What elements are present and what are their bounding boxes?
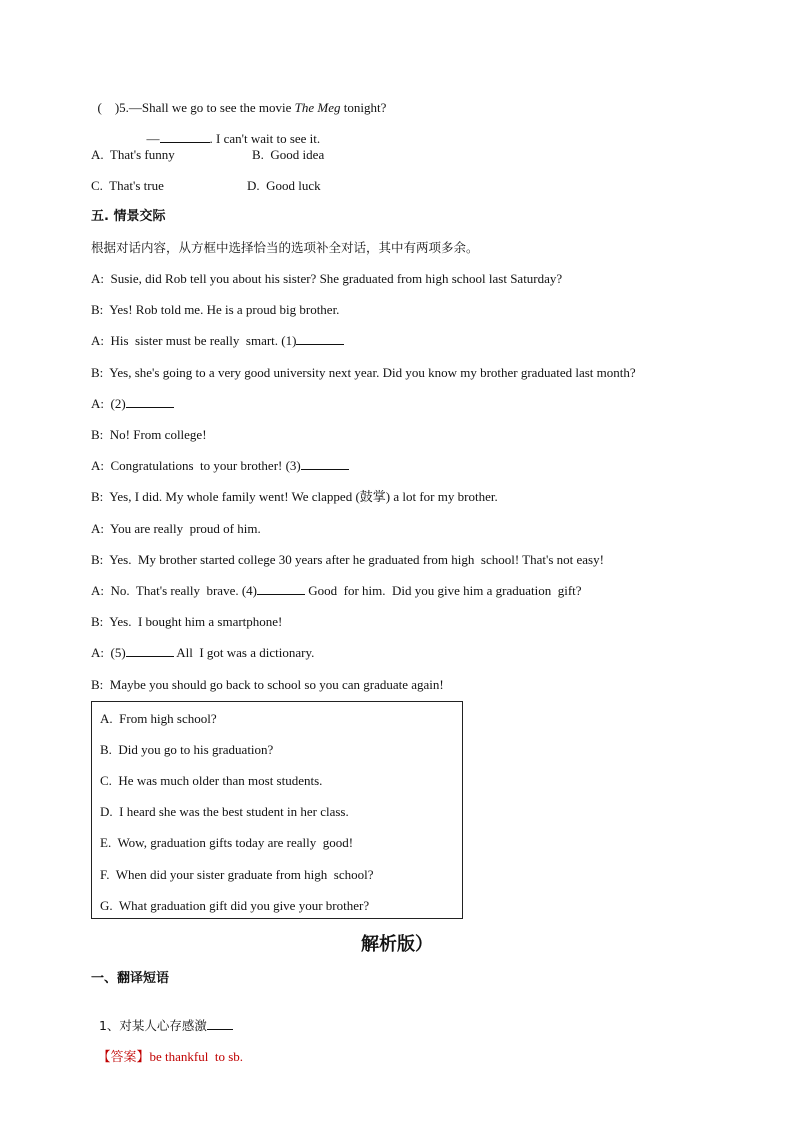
option-d[interactable]: D. Good luck bbox=[247, 178, 321, 193]
answer-section-title: 解析版） bbox=[361, 934, 433, 955]
dialogue-text: B: Maybe you should go back to school so you can graduate again! bbox=[91, 677, 444, 692]
question-5-reply bbox=[140, 115, 320, 147]
dialogue-text-after: Good for him. Did you give him a graduation gift? bbox=[305, 583, 582, 598]
dialogue-text: A: You are really proud of him. bbox=[91, 521, 261, 536]
dialogue-text-after: All I got was a dictionary. bbox=[173, 645, 315, 660]
dialogue-text: A: (5) bbox=[91, 645, 126, 660]
answer-section-heading: 一、翻译短语 bbox=[91, 971, 170, 986]
dialogue-line bbox=[91, 333, 344, 349]
option-b[interactable]: B. Good idea bbox=[252, 147, 325, 162]
dialogue-text: B: Yes, I did. My whole family went! We clapped (鼓掌) a lot for my brother. bbox=[91, 489, 498, 504]
dialogue-line bbox=[91, 396, 174, 412]
section-heading: 五. 情景交际 bbox=[91, 209, 166, 224]
choice-a[interactable]: A. From high school? bbox=[100, 711, 217, 726]
dialogue-text: A: Susie, did Rob tell you about his sister? She graduated from high school last Saturday? bbox=[91, 271, 563, 286]
choice-d[interactable]: D. I heard she was the best student in her class. bbox=[100, 804, 349, 819]
dialogue-text: A: Congratulations to your brother! (3) bbox=[91, 458, 301, 473]
reply-text: . I can't wait to see it. bbox=[209, 131, 321, 146]
choice-c[interactable]: C. He was much older than most students. bbox=[100, 773, 323, 788]
dialogue-line bbox=[91, 302, 339, 318]
dialogue-text: B: Yes. I bought him a smartphone! bbox=[91, 614, 283, 629]
question-5-stem bbox=[91, 84, 386, 116]
dialogue-line bbox=[91, 365, 636, 381]
answer-blank[interactable] bbox=[257, 583, 305, 595]
question-1 bbox=[91, 1002, 233, 1034]
dialogue-text: B: Yes. My brother started college 30 years after he graduated from high school! That's not easy! bbox=[91, 552, 604, 567]
reply-dash: — bbox=[146, 131, 160, 146]
question-5-text-end: tonight? bbox=[340, 100, 387, 115]
dialogue-line bbox=[91, 614, 282, 630]
choices-box bbox=[91, 701, 463, 919]
dialogue-line bbox=[91, 427, 207, 443]
answer-text: be thankful to sb. bbox=[149, 1049, 244, 1064]
dialogue-line bbox=[91, 458, 349, 474]
choice-f[interactable]: F. When did your sister graduate from high school? bbox=[100, 867, 374, 882]
choice-g[interactable]: G. What graduation gift did you give your brother? bbox=[100, 898, 370, 913]
question-1-text: 1、对某人心存感激 bbox=[98, 1018, 207, 1033]
answer-blank[interactable] bbox=[207, 1018, 233, 1030]
option-c[interactable]: C. That's true bbox=[91, 178, 164, 193]
dialogue-text: B: Yes! Rob told me. He is a proud big brother. bbox=[91, 302, 340, 317]
answer-line bbox=[91, 1033, 243, 1066]
dialogue-text: B: Yes, she's going to a very good university next year. Did you know my brother graduated last month? bbox=[91, 365, 636, 380]
dialogue-text: B: No! From college! bbox=[91, 427, 207, 442]
choice-e[interactable]: E. Wow, graduation gifts today are really good! bbox=[100, 835, 354, 850]
movie-title: The Meg bbox=[294, 100, 341, 115]
answer-blank[interactable] bbox=[126, 645, 174, 657]
question-5-text: —Shall we go to see the movie bbox=[128, 100, 295, 115]
section-instruction: 根据对话内容，从方框中选择恰当的选项补全对话，其中有两项多余。 bbox=[91, 240, 479, 255]
answer-tag: 【答案】 bbox=[97, 1050, 150, 1065]
dialogue-line bbox=[91, 489, 498, 505]
dialogue-line bbox=[91, 521, 261, 537]
dialogue-text: A: (2) bbox=[91, 396, 126, 411]
answer-blank[interactable] bbox=[160, 131, 210, 143]
dialogue-line bbox=[91, 677, 444, 693]
answer-blank[interactable] bbox=[301, 458, 349, 470]
dialogue-line bbox=[91, 552, 604, 568]
dialogue-line bbox=[91, 271, 562, 287]
dialogue-text: A: His sister must be really smart. (1) bbox=[91, 333, 297, 348]
question-5-paren: ( )5. bbox=[97, 100, 129, 115]
answer-blank[interactable] bbox=[126, 396, 174, 408]
option-a[interactable]: A. That's funny bbox=[91, 147, 175, 162]
answer-blank[interactable] bbox=[296, 333, 344, 345]
dialogue-line bbox=[91, 583, 582, 599]
dialogue-text: A: No. That's really brave. (4) bbox=[91, 583, 257, 598]
choice-b[interactable]: B. Did you go to his graduation? bbox=[100, 742, 274, 757]
dialogue-line bbox=[91, 645, 314, 661]
